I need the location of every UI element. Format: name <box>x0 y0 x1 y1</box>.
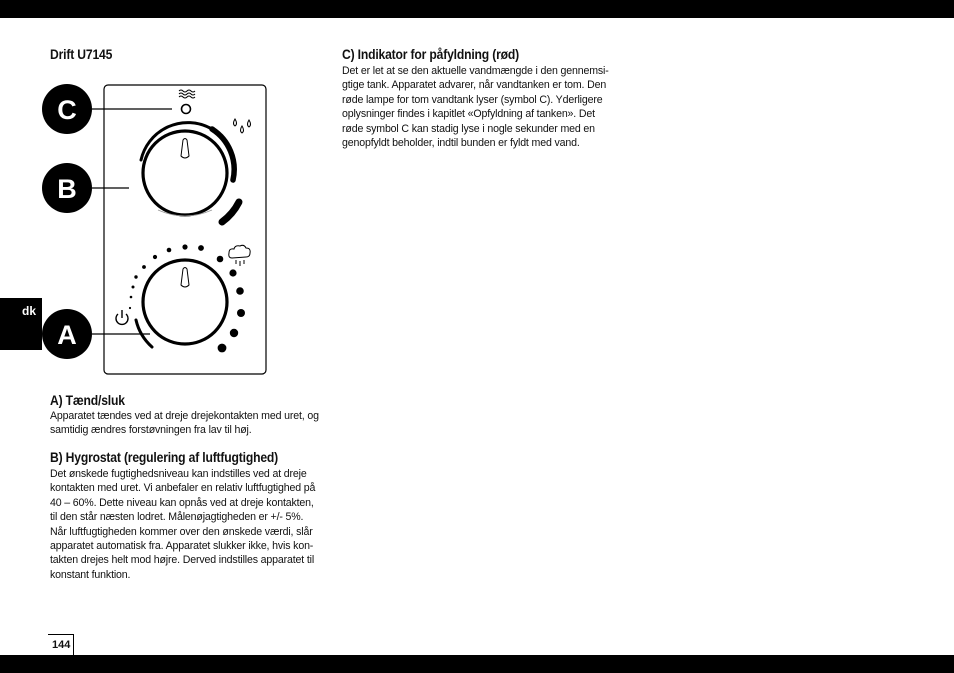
power-atomization-knob <box>143 260 227 344</box>
text-line: Når luftfugtigheden kommer over den ønskede værdi, slår <box>50 525 313 538</box>
top-black-bar <box>0 0 954 18</box>
text-line: Apparatet tændes ved at dreje drejekontakten med uret, og <box>50 410 319 422</box>
text-line: Det ønskede fugtighedsniveau kan indstilles ved at dreje <box>50 468 307 480</box>
text-line: genopfyldt beholder, indtil bunden er fyldt med vand. <box>342 137 580 150</box>
text-line: oplysninger findes i kapitlet «Opfyldning af tanken». Det <box>342 108 595 121</box>
text-line: apparatet automatisk fra. Apparatet slukker ikke, hvis kon- <box>50 540 314 553</box>
section-a-body <box>50 409 320 438</box>
text-line: kontakten med uret. Vi anbefaler en relativ luftfugtighed på <box>50 482 316 495</box>
steam-cloud-icon <box>229 245 250 266</box>
hygrostat-knob <box>143 131 227 215</box>
page-number: 144 <box>48 634 74 655</box>
label-c-text: C <box>57 95 77 125</box>
text-line: konstant funktion. <box>50 568 131 581</box>
water-drops-icon <box>234 119 251 133</box>
power-icon <box>116 310 128 324</box>
page-title: Drift U7145 <box>50 47 113 62</box>
control-panel-diagram <box>40 82 272 380</box>
text-line: røde lampe for tom vandtank lyser (symbol C). Yderligere <box>342 93 603 106</box>
text-line: samtidig ændres forstøvningen fra lav til høj. <box>50 424 252 437</box>
text-line: gtige tank. Apparatet advarer, når vandtanken er tom. Den <box>342 79 607 92</box>
text-line: røde symbol C kan stadig lyse i nogle sekunder med en <box>342 122 595 135</box>
text-line: 40 – 60%. Dette niveau kan opnås ved at dreje kontakten, <box>50 496 314 509</box>
text-line: takten drejes helt mod højre. Derved indstilles apparatet til <box>50 554 315 567</box>
bottom-black-bar <box>0 655 954 673</box>
refill-indicator-lamp <box>182 105 191 114</box>
text-line: Det er let at se den aktuelle vandmængde i den gennemsi- <box>342 65 609 77</box>
humidity-waves-icon <box>179 90 195 98</box>
section-a-heading: A) Tænd/sluk <box>50 393 125 408</box>
section-c-heading: C) Indikator for påfyldning (rød) <box>342 47 519 62</box>
language-tab: dk <box>0 298 42 350</box>
label-a-text: A <box>57 320 77 350</box>
section-b-heading: B) Hygrostat (regulering af luftfugtighed) <box>50 450 279 465</box>
section-b-body <box>50 467 320 582</box>
text-line: til den står næsten lodret. Målenøjagtigheden er +/- 5%. <box>50 511 304 524</box>
label-b-text: B <box>57 174 77 204</box>
section-c-body <box>342 64 612 150</box>
hygrostat-scale-arc-thick <box>222 202 239 222</box>
